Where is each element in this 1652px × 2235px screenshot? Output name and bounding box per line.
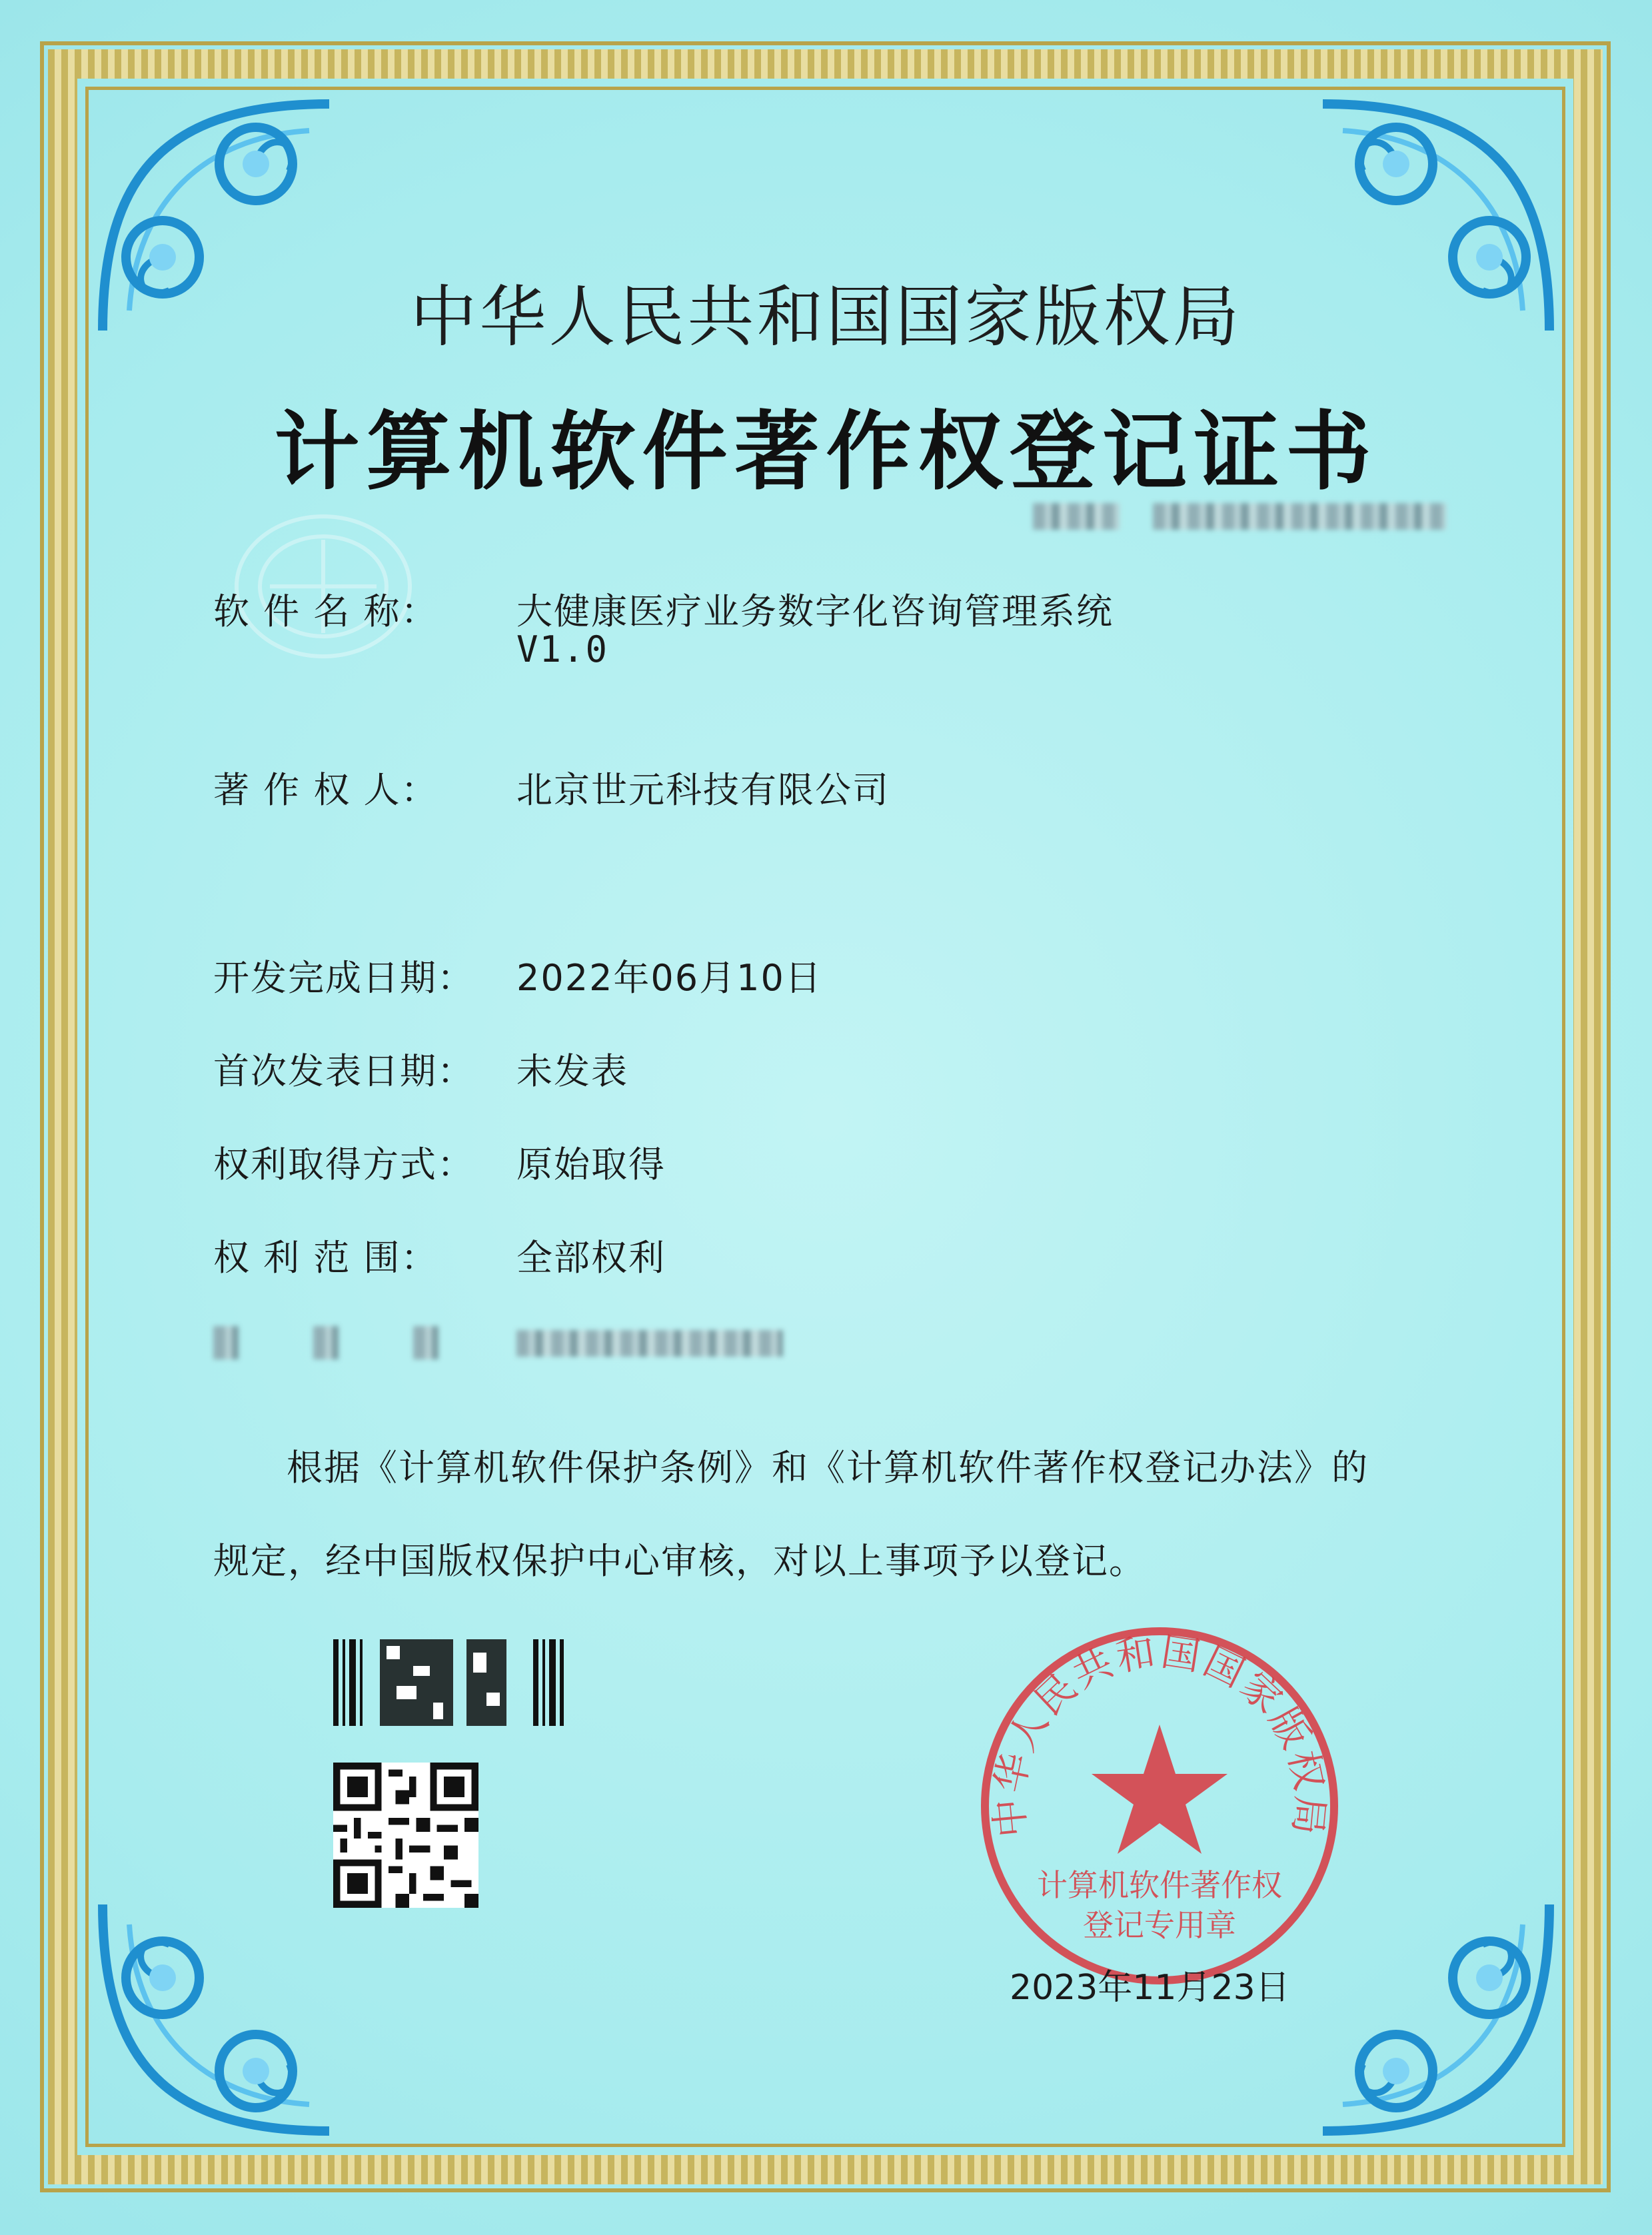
- certificate-title: 计算机软件著作权登记证书: [274, 402, 1378, 502]
- issue-date: 2023年11月23日: [1010, 1968, 1290, 2008]
- statement-line-1: 根据《计算机软件保护条例》和《计算机软件著作权登记办法》的: [287, 1447, 1369, 1489]
- qr-code: [333, 1763, 478, 1908]
- field-value-version: V1.0: [516, 628, 609, 670]
- certificate-number-redacted: [1033, 503, 1459, 534]
- field-value: 2022年06月10日: [516, 957, 822, 999]
- official-seal: [966, 1613, 1353, 1999]
- seal-ring-text: 中华人民共和国国家版权局: [986, 1629, 1333, 1840]
- statement-line-2: 规定，经中国版权保护中心审核，对以上事项予以登记。: [213, 1540, 1146, 1582]
- field-label: 权利取得方式：: [213, 1143, 474, 1185]
- barcode: [333, 1639, 570, 1726]
- field-label: 首次发表日期：: [213, 1050, 474, 1092]
- field-label: 软 件 名 称：: [213, 590, 438, 632]
- field-label: 著 作 权 人：: [213, 769, 438, 811]
- field-label: 开发完成日期：: [213, 957, 474, 999]
- seal-inner-line-2: 登记专用章: [1083, 1907, 1236, 1943]
- field-value: 原始取得: [516, 1143, 666, 1185]
- field-value: 未发表: [516, 1050, 628, 1092]
- field-label: 权 利 范 围：: [213, 1237, 438, 1279]
- issuing-authority: 中华人民共和国国家版权局: [410, 278, 1242, 356]
- field-value: 北京世元科技有限公司: [516, 769, 890, 811]
- corner-ornament-bottom-left: [89, 1891, 343, 2144]
- field-value: 大健康医疗业务数字化咨询管理系统: [516, 590, 1114, 632]
- field-value: 全部权利: [516, 1237, 666, 1279]
- seal-inner-line-1: 计算机软件著作权: [1037, 1867, 1282, 1903]
